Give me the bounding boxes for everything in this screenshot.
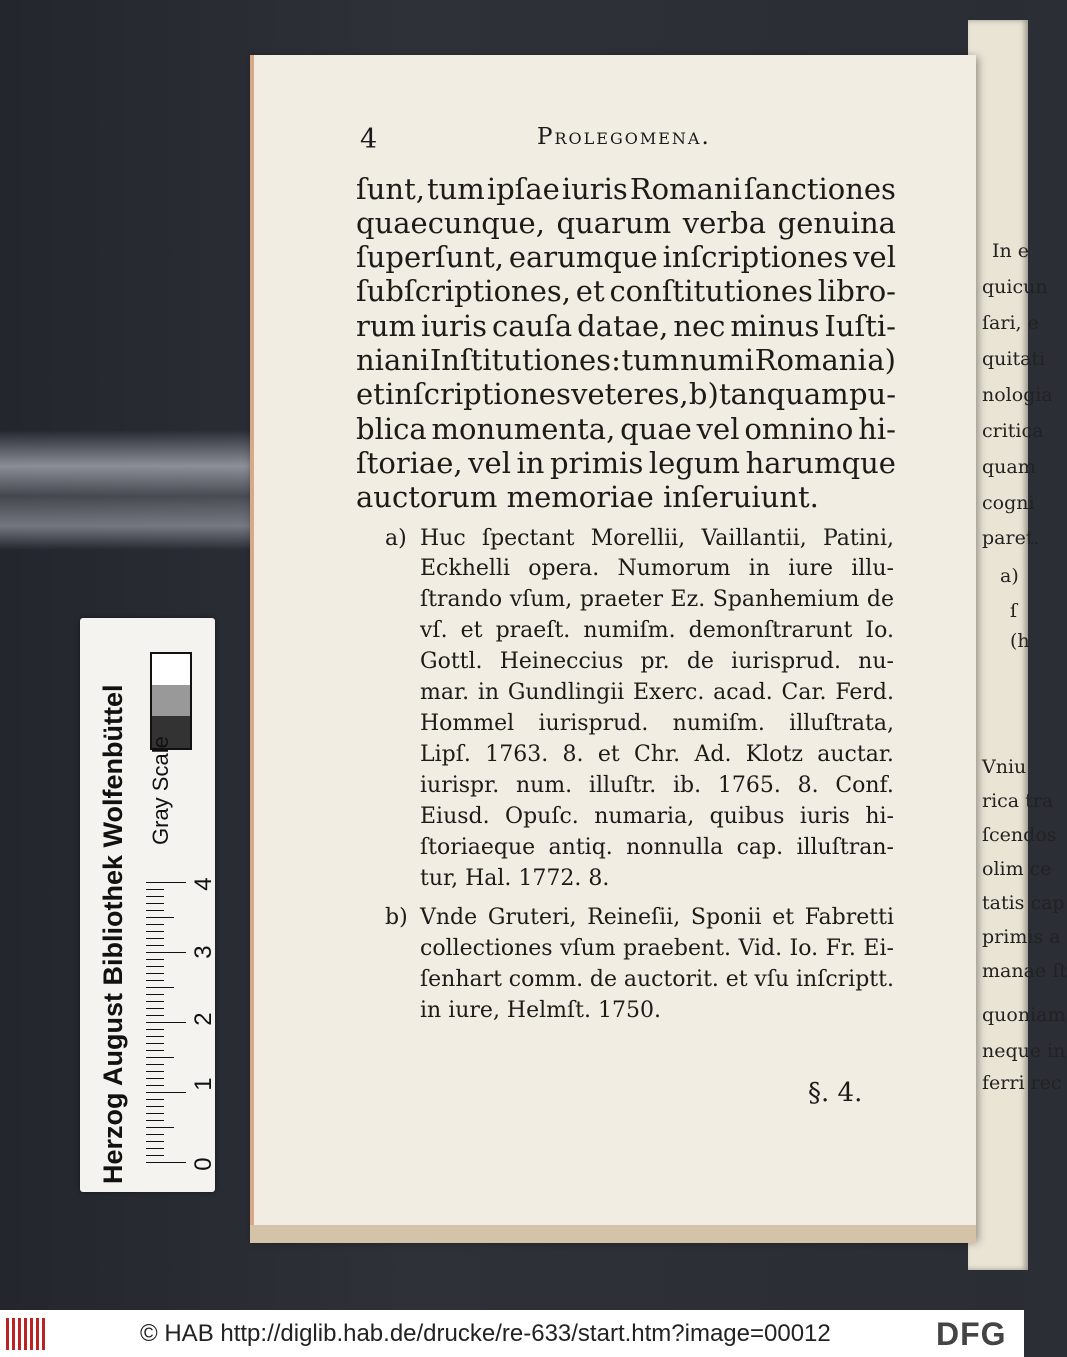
footnote-line: Gottl. Heineccius pr. de iurisprud. nu- bbox=[420, 649, 894, 674]
footnote-line: Huc ſpectant Morellii, Vaillantii, Patini, bbox=[420, 526, 894, 551]
facing-fragment: primis a bbox=[982, 926, 1061, 948]
ruler-institution: Herzog August Bibliothek Wolfenbüttel bbox=[98, 684, 128, 1184]
body-line: niani Inſtitutiones: tum numi Romani a) bbox=[356, 343, 896, 377]
ruler-tick bbox=[146, 1057, 174, 1058]
ruler-tick bbox=[146, 938, 164, 939]
ruler-tick bbox=[146, 994, 164, 995]
page-number: 4 bbox=[360, 124, 378, 155]
body-line: blica monumenta, quae vel omnino hi- bbox=[356, 412, 896, 446]
facing-fragment: a) bbox=[1000, 565, 1019, 587]
ruler-tick bbox=[146, 1043, 164, 1044]
facing-fragment: manae ſt bbox=[982, 960, 1067, 982]
footnote-line: in iure, Helmſt. 1750. bbox=[420, 998, 661, 1023]
ruler-tick bbox=[146, 910, 164, 911]
ruler-tick bbox=[146, 952, 186, 953]
ruler-tick bbox=[146, 1162, 186, 1163]
footnote-line: ſenhart comm. de auctorit. et vſu inſcriptt. bbox=[420, 967, 894, 992]
body-line: ſuperſunt, earumque inſcriptiones vel bbox=[356, 240, 896, 274]
body-line: et inſcriptiones veteres, b) tanquam pu- bbox=[356, 377, 896, 411]
ruler-number: 4 bbox=[190, 877, 217, 891]
facing-fragment: paret. bbox=[982, 527, 1040, 549]
footnote-line: Vnde Gruteri, Reineſii, Sponii et Fabretti bbox=[420, 905, 894, 930]
ruler-tick bbox=[146, 903, 164, 904]
ruler-tick bbox=[146, 959, 164, 960]
ruler-tick bbox=[146, 1050, 164, 1051]
facing-fragment: rica tra bbox=[982, 790, 1054, 812]
ruler-tick bbox=[146, 945, 164, 946]
body-line: quaecunque, quarum verba genuina bbox=[356, 206, 896, 240]
ruler-tick bbox=[146, 1022, 186, 1023]
ruler-tick bbox=[146, 1113, 164, 1114]
body-line: ſubſcriptiones, et conſtitutiones libro- bbox=[356, 274, 896, 308]
body-line: ſtoriae, vel in primis legum harumque bbox=[356, 446, 896, 480]
footnote-b-label: b) bbox=[385, 905, 408, 930]
facing-fragment: cogni bbox=[982, 492, 1035, 514]
facing-fragment: (h bbox=[1010, 630, 1030, 652]
footnote-line: iurispr. num. illuſtr. ib. 1765. 8. Conf. bbox=[420, 773, 894, 798]
dfg-logo: DFG bbox=[936, 1316, 1007, 1352]
footnote-line: Eckhelli opera. Numorum in iure illu- bbox=[420, 556, 894, 581]
facing-fragment: quoniam bbox=[982, 1004, 1066, 1026]
footnote-line: ſtrando vſum, praeter Ez. Spanhemium de bbox=[420, 587, 894, 612]
footnote-line: ſtoriaeque antiq. nonnulla cap. illuſtran- bbox=[420, 835, 894, 860]
ruler-tick bbox=[146, 917, 174, 918]
facing-fragment: nologia bbox=[982, 384, 1053, 406]
footnote-a-label: a) bbox=[385, 526, 407, 551]
ruler-number: 3 bbox=[190, 945, 217, 959]
ruler-tick bbox=[146, 966, 164, 967]
facing-fragment: olim ce bbox=[982, 858, 1052, 880]
ruler-tick bbox=[146, 1085, 164, 1086]
ruler-tick bbox=[146, 1127, 174, 1128]
ruler-tick bbox=[146, 1029, 164, 1030]
ruler-number: 2 bbox=[190, 1012, 217, 1026]
ruler-tick bbox=[146, 987, 174, 988]
ruler-tick bbox=[146, 924, 164, 925]
ruler-tick bbox=[146, 1036, 164, 1037]
ruler-tick bbox=[146, 882, 186, 883]
facing-fragment: quitati bbox=[982, 348, 1046, 370]
footnote-line: vſ. et praeſt. numiſm. demonſtrarunt Io. bbox=[420, 618, 894, 643]
ruler-tick bbox=[146, 1099, 164, 1100]
footnote-line: Lipſ. 1763. 8. et Chr. Ad. Klotz auctar. bbox=[420, 742, 894, 767]
ruler-tick bbox=[146, 973, 164, 974]
ruler-tick bbox=[146, 1064, 164, 1065]
catchword: §. 4. bbox=[808, 1078, 863, 1108]
footnote-line: Hommel iurisprud. numiſm. illuſtrata, bbox=[420, 711, 894, 736]
ruler-tick bbox=[146, 896, 164, 897]
ruler-tick bbox=[146, 889, 164, 890]
footnote-line: collectiones vſum praebent. Vid. Io. Fr. Ei- bbox=[420, 936, 894, 961]
facing-fragment: ſ bbox=[1010, 600, 1018, 622]
footnote-line: mar. in Gundlingii Exerc. acad. Car. Ferd. bbox=[420, 680, 894, 705]
running-head: Prolegomena. bbox=[537, 124, 711, 150]
facing-fragment: quam bbox=[982, 456, 1036, 478]
facing-fragment: In e bbox=[992, 240, 1030, 262]
ruler-tick bbox=[146, 1134, 164, 1135]
ruler-tick bbox=[146, 1120, 164, 1121]
body-line: auctorum memoriae inſeruiunt. bbox=[356, 480, 819, 514]
ruler-tick bbox=[146, 1155, 164, 1156]
ruler-number: 0 bbox=[190, 1157, 217, 1171]
ruler-tick bbox=[146, 1008, 164, 1009]
body-line: ſunt, tum ipſae iuris Romani ſanctiones bbox=[356, 172, 896, 206]
facing-fragment: critica bbox=[982, 420, 1044, 442]
facing-fragment: neque in bbox=[982, 1040, 1066, 1062]
facing-fragment: tatis cap bbox=[982, 892, 1065, 914]
ruler-tick bbox=[146, 1015, 164, 1016]
page-edge bbox=[250, 1225, 976, 1243]
ruler-tick bbox=[146, 1001, 164, 1002]
footnote-line: tur, Hal. 1772. 8. bbox=[420, 866, 610, 891]
facing-fragment: ſcendos bbox=[982, 824, 1057, 846]
gray-scale-label: Gray Scale bbox=[148, 736, 173, 845]
ruler-tick bbox=[146, 1141, 164, 1142]
copyright-link[interactable]: © HAB http://diglib.hab.de/drucke/re-633/start.htm?image=00012 bbox=[140, 1320, 831, 1347]
facing-fragment: ſari, e bbox=[982, 312, 1039, 334]
ruler-tick bbox=[146, 1106, 164, 1107]
ruler-tick bbox=[146, 1071, 164, 1072]
facing-fragment: ferri rec bbox=[982, 1072, 1062, 1094]
ruler-tick bbox=[146, 1078, 164, 1079]
ruler-number: 1 bbox=[190, 1077, 217, 1091]
ruler-tick bbox=[146, 931, 164, 932]
hab-logo-icon bbox=[6, 1318, 48, 1350]
ruler-tick bbox=[146, 980, 164, 981]
facing-fragment: quicun bbox=[982, 276, 1048, 298]
footnote-line: Eiusd. Opuſc. numaria, quibus iuris hi- bbox=[420, 804, 894, 829]
body-line: rum iuris cauſa datae, nec minus Iuſti- bbox=[356, 309, 896, 343]
ruler-tick bbox=[146, 1092, 186, 1093]
facing-fragment: Vniu bbox=[982, 756, 1027, 778]
ruler-tick bbox=[146, 1148, 164, 1149]
